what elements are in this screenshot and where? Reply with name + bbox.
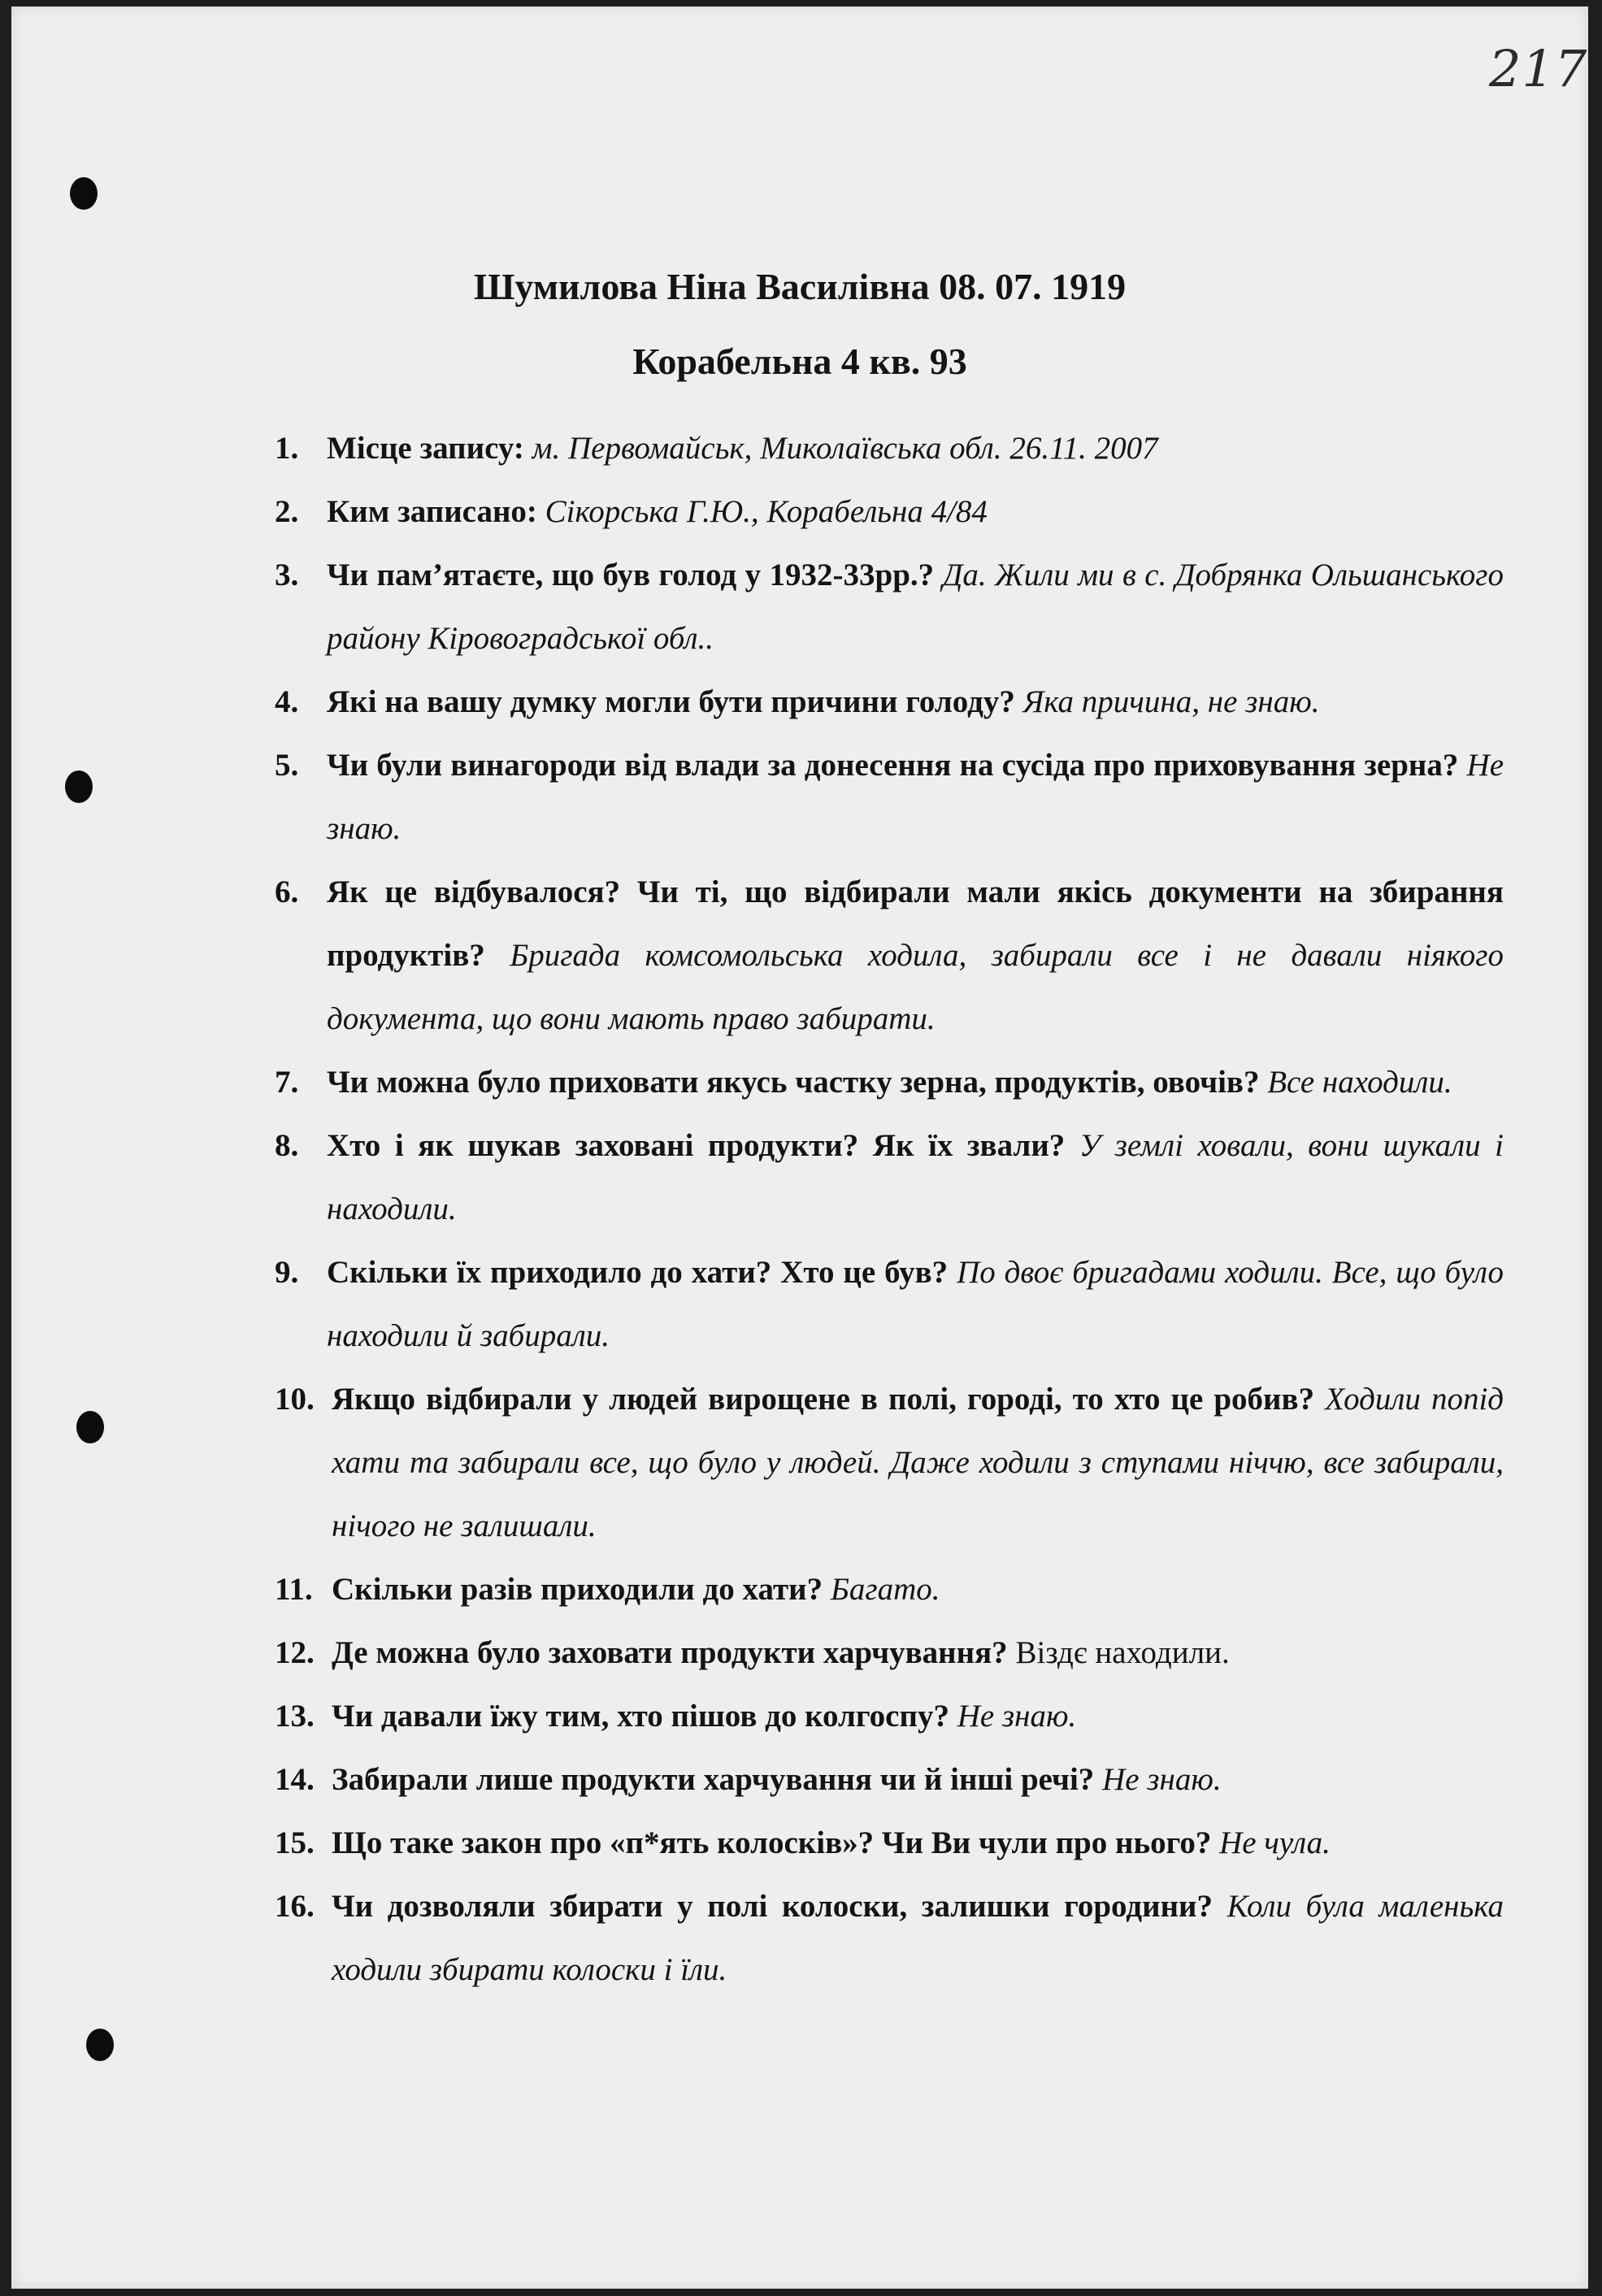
question-number: 14. [275,1762,315,1797]
question-text: Забирали лише продукти харчування чи й інші речі? [332,1762,1095,1797]
question-text: Чи давали їжу тим, хто пішов до колгоспу? [332,1699,949,1734]
answer-text: Да. Жили ми в с. Добрянка Ольшанського району Кіровоградської обл.. [327,558,1504,656]
answer-text: Ходили попід хати та забирали все, що було у людей. Даже ходили з ступами ніччю, все забирали, нічого не залишали. [332,1382,1504,1543]
answer-text: Віздє находили. [1015,1635,1230,1670]
answer-text: По двоє бригадами ходили. Все, що було находили й забирали. [327,1255,1504,1353]
answer-text: Бригада комсомольська ходила, забирали все і не давали ніякого документа, що вони мають право забирати. [327,938,1504,1036]
answer-text: Сікорська Г.Ю., Корабельна 4/84 [545,494,988,529]
question-number: 15. [275,1825,315,1860]
question-number: 6. [275,875,299,909]
question-number: 7. [275,1065,299,1100]
question-list [275,417,1504,2002]
question-number: 10. [275,1382,315,1417]
answer-text: Яка причина, не знаю. [1022,684,1320,719]
question-item [275,544,1504,671]
question-item [275,1621,1504,1685]
question-item [275,1558,1504,1621]
answer-text: Не знаю. [327,748,1504,846]
document-title: Шумилова Ніна Василівна 08. 07. 1919 [473,266,1127,307]
question-item [275,1051,1504,1114]
question-text: Чи можна було приховати якусь частку зерна, продуктів, овочів? [327,1065,1260,1100]
question-text: Які на вашу думку могли бути причини голоду? [327,684,1015,719]
question-item [275,1748,1504,1812]
question-number: 1. [275,431,299,466]
question-item [275,417,1504,480]
answer-text: м. Первомайськ, Миколаївська обл. 26.11. 2007 [532,431,1158,466]
question-number: 2. [275,494,299,529]
question-text: Що таке закон про «п*ять колосків»? Чи Ви чули про нього? [332,1825,1212,1860]
punch-hole [65,770,93,803]
question-item [275,1241,1504,1368]
question-number: 3. [275,558,299,592]
document-page [11,7,1588,2289]
question-text: Скільки разів приходили до хати? [332,1572,823,1607]
question-text: Чи пам’ятаєте, що був голод у 1932-33рр.? [327,558,935,592]
document-address: Корабельна 4 кв. 93 [632,341,967,382]
question-text: Чи дозволяли збирати у полі колоски, залишки городини? [332,1889,1213,1924]
question-number: 5. [275,748,299,783]
question-text: Якщо відбирали у людей вирощене в полі, городі, то хто це робив? [332,1382,1315,1417]
question-text: Де можна було заховати продукти харчування? [332,1635,1008,1670]
question-number: 16. [275,1889,315,1924]
question-number: 11. [275,1572,313,1607]
question-number: 9. [275,1255,299,1290]
question-item [275,671,1504,734]
question-item [275,1685,1504,1748]
answer-text: Не знаю. [1102,1762,1222,1797]
punch-hole [86,2029,114,2061]
question-item [275,861,1504,1051]
question-item [275,1875,1504,2002]
question-text: Хто і як шукав заховані продукти? Як їх звали? [327,1128,1066,1163]
question-text: Місце запису: [327,431,524,466]
question-number: 8. [275,1128,299,1163]
punch-hole [76,1411,104,1443]
question-text: Ким записано: [327,494,537,529]
answer-text: Коли була маленька ходили збирати колоски і їли. [332,1889,1504,1987]
question-item [275,1114,1504,1241]
question-item [275,1812,1504,1875]
answer-text: Багато. [830,1572,940,1607]
question-number: 13. [275,1699,315,1734]
answer-text: Не чула. [1219,1825,1331,1860]
answer-text: Не знаю. [957,1699,1077,1734]
page-number: 217 [1489,39,1588,98]
question-item [275,1368,1504,1558]
question-item [275,734,1504,861]
answer-text: У землі ховали, вони шукали і находили. [327,1128,1504,1226]
answer-text: Все находили. [1267,1065,1452,1100]
question-number: 12. [275,1635,315,1670]
question-item [275,480,1504,544]
question-text: Скільки їх приходило до хати? Хто це був? [327,1255,949,1290]
question-number: 4. [275,684,299,719]
punch-hole [70,177,98,210]
question-text: Чи були винагороди від влади за донесення на сусіда про приховування зерна? [327,748,1459,783]
question-text: Як це відбувалося? Чи ті, що відбирали мали якісь документи на збирання продуктів? [327,875,1504,973]
